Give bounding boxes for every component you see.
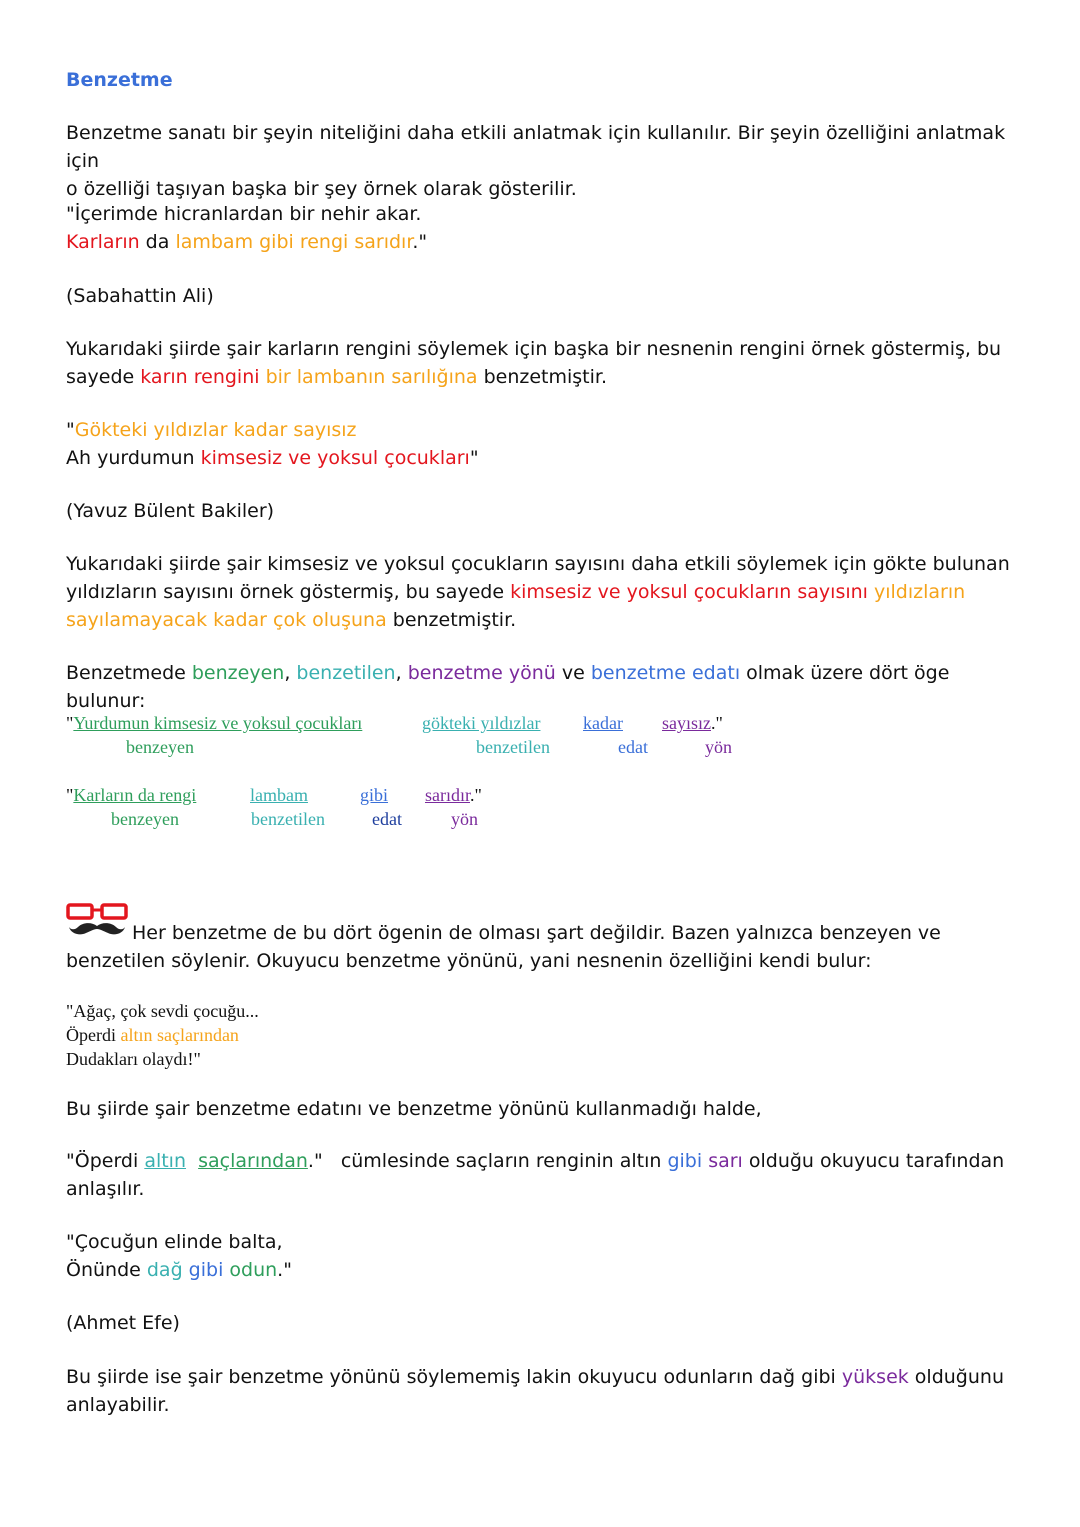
poem-3-altin-saclarindan: altın saçlarından (120, 1025, 239, 1045)
diagram-2-open-quote: " (66, 785, 74, 805)
explanation-3-line-3: anlaşılır. (66, 1178, 145, 1200)
diagram-2-benzetilen-text: lambam (250, 785, 308, 805)
explanation-1-karin-rengini: karın rengini (140, 366, 260, 388)
diagram-2-yon-text: sarıdır (425, 785, 470, 805)
poem-2-cocuklar: kimsesiz ve yoksul çocukları (200, 447, 470, 469)
diagram-1-open-quote: " (66, 713, 74, 733)
diagram-1-edat-label: edat (618, 737, 648, 757)
element-benzeyen: benzeyen (191, 662, 285, 684)
explanation-2-end: benzetmiştir. (386, 609, 517, 631)
diagram-2-yon-label: yön (451, 809, 478, 829)
page-title: Benzetme (66, 69, 173, 91)
poem-4-line-1: "Çocuğun elinde balta, (66, 1231, 283, 1253)
explanation-3-quote-start: "Öperdi (66, 1150, 145, 1172)
poem-2-line-1: Gökteki yıldızlar kadar sayısız (74, 419, 357, 441)
elements-comma-2: , (395, 662, 408, 684)
poem-3-line-3: Dudakları olaydı!" (66, 1049, 201, 1069)
poem-3 (66, 999, 1026, 1071)
explanation-4-line-2: anlayabilir. (66, 1394, 170, 1416)
elements-ve: ve (555, 662, 591, 684)
explanation-3-saclarindan: saçlarından (198, 1150, 308, 1172)
explanation-3-end: olduğu okuyucu tarafından (742, 1150, 1005, 1172)
element-edat: benzetme edatı (590, 662, 741, 684)
glasses-mustache-icon (66, 902, 128, 938)
poem-3-line-2-start: Öperdi (66, 1025, 121, 1045)
poem-4-dag: dağ (146, 1259, 183, 1281)
poem-4 (66, 1228, 1026, 1284)
mustache-shape (69, 923, 125, 934)
poem-4-line-2-start: Önünde (66, 1259, 147, 1281)
diagram-1-yon-group (662, 711, 723, 735)
diagram-2-sentence (66, 783, 196, 807)
explanation-1-text: sayede (66, 366, 141, 388)
element-benzetilen: benzetilen (296, 662, 396, 684)
explanation-4-end: olduğunu (908, 1366, 1004, 1388)
element-yon: benzetme yönü (407, 662, 556, 684)
explanation-1-line-1: Yukarıdaki şiirde şair karların rengini söylemek için başka bir nesnenin rengini örnek göstermiş, bu (66, 338, 1002, 360)
poem-1-line-1: "İçerimde hicranlardan bir nehir akar. (66, 203, 422, 225)
poem-4-close: ." (277, 1259, 292, 1281)
poem-2-close-quote: " (469, 447, 479, 469)
intro-line-1: Benzetme sanatı bir şeyin niteliğini daha etkili anlatmak için kullanılır. Bir şeyin özelliğini anlatmak için (66, 122, 1006, 172)
note-line-1: Her benzetme de bu dört ögenin de olması şart değildir. Bazen yalnızca benzeyen ve (132, 922, 941, 944)
poem-3-line-1: "Ağaç, çok sevdi çocuğu... (66, 1001, 259, 1021)
diagram-2-edat-text: gibi (360, 785, 389, 805)
poem-4-author: (Ahmet Efe) (66, 1312, 180, 1334)
explanation-4 (66, 1363, 1026, 1419)
diagram-1-benzetilen-text: gökteki yıldızlar (422, 713, 541, 733)
explanation-2 (66, 550, 1026, 634)
explanation-3-line-1: Bu şiirde şair benzetme edatını ve benzetme yönünü kullanmadığı halde, (66, 1098, 762, 1120)
glasses-right-lens (102, 905, 126, 918)
poem-2-open-quote: " (66, 419, 75, 441)
explanation-3-sari: sarı (702, 1150, 743, 1172)
diagram-1-benzeyen-text: Yurdumun kimsesiz ve yoksul çocukları (73, 713, 363, 733)
explanation-3-text: cümlesinde saçların renginin altın (340, 1150, 668, 1172)
note-paragraph (66, 919, 1026, 975)
explanation-4-line-1: Bu şiirde ise şair benzetme yönünü söylememiş lakin okuyucu odunların dağ gibi (66, 1366, 842, 1388)
note-line-2: benzetilen söylenir. Okuyucu benzetme yönünü, yani nesnenin özelliğini kendi bulur: (66, 950, 872, 972)
diagram-2-benzetilen-label: benzetilen (251, 809, 325, 829)
elements-end: olmak üzere dört öge bulunur: (66, 662, 950, 712)
explanation-2-yildizlar: yıldızların (867, 581, 966, 603)
intro-line-2: o özelliği taşıyan başka bir şey örnek olarak gösterilir. (66, 178, 577, 200)
diagram-2-close-quote: ." (470, 785, 482, 805)
explanation-3-quote-end: ." (307, 1150, 323, 1172)
poem-1-author: (Sabahattin Ali) (66, 285, 214, 307)
poem-4-odun: odun (223, 1259, 278, 1281)
elements-sentence (66, 659, 1026, 715)
diagram-1-benzetilen-label: benzetilen (476, 737, 550, 757)
diagram-1-yon-text: sayısız (662, 713, 711, 733)
diagram-2-edat-label: edat (372, 809, 402, 829)
explanation-2-line-1: Yukarıdaki şiirde şair kimsesiz ve yoksul çocukların sayısını daha etkili söylemek için gökte bulunan (66, 553, 1010, 575)
explanation-1-end: benzetmiştir. (477, 366, 607, 388)
diagram-2-yon-group (425, 783, 482, 807)
poem-1-lambam: lambam gibi rengi sarıdır (175, 231, 413, 253)
explanation-4-yuksek: yüksek (841, 1366, 909, 1388)
diagram-1-sentence (66, 711, 362, 735)
poem-2 (66, 416, 1026, 472)
explanation-2-line-2: yıldızların sayısını örnek göstermiş, bu sayede (66, 581, 511, 603)
elements-comma-1: , (284, 662, 297, 684)
diagram-1-edat-text: kadar (583, 713, 623, 733)
explanation-1-lamba: bir lambanın sarılığına (259, 366, 478, 388)
diagram-1-benzeyen-label: benzeyen (126, 737, 194, 757)
diagram-2-benzeyen-text: Karların da rengi (73, 785, 197, 805)
explanation-2-cocuklar: kimsesiz ve yoksul çocukların sayısını (510, 581, 868, 603)
poem-1-text: da (139, 231, 176, 253)
explanation-3-gibi: gibi (667, 1150, 703, 1172)
glasses-mustache-svg (66, 902, 128, 938)
poem-1-karlarin: Karların (66, 231, 140, 253)
poem-4-gibi: gibi (182, 1259, 224, 1281)
diagram-1-yon-label: yön (705, 737, 732, 757)
poem-1-close: ." (412, 231, 428, 253)
poem-2-line-2-start: Ah yurdumun (66, 447, 201, 469)
explanation-1 (66, 335, 1026, 391)
diagram-1-close-quote: ." (711, 713, 723, 733)
glasses-left-lens (68, 905, 92, 918)
explanation-3 (66, 1147, 1026, 1203)
diagram-2-benzeyen-label: benzeyen (111, 809, 179, 829)
explanation-2-sayilamayacak: sayılamayacak kadar çok oluşuna (66, 609, 387, 631)
poem-2-author: (Yavuz Bülent Bakiler) (66, 500, 275, 522)
explanation-3-altin: altın (144, 1150, 187, 1172)
poem-1 (66, 200, 1026, 256)
elements-start: Benzetmede (66, 662, 192, 684)
intro-paragraph (66, 119, 1026, 203)
